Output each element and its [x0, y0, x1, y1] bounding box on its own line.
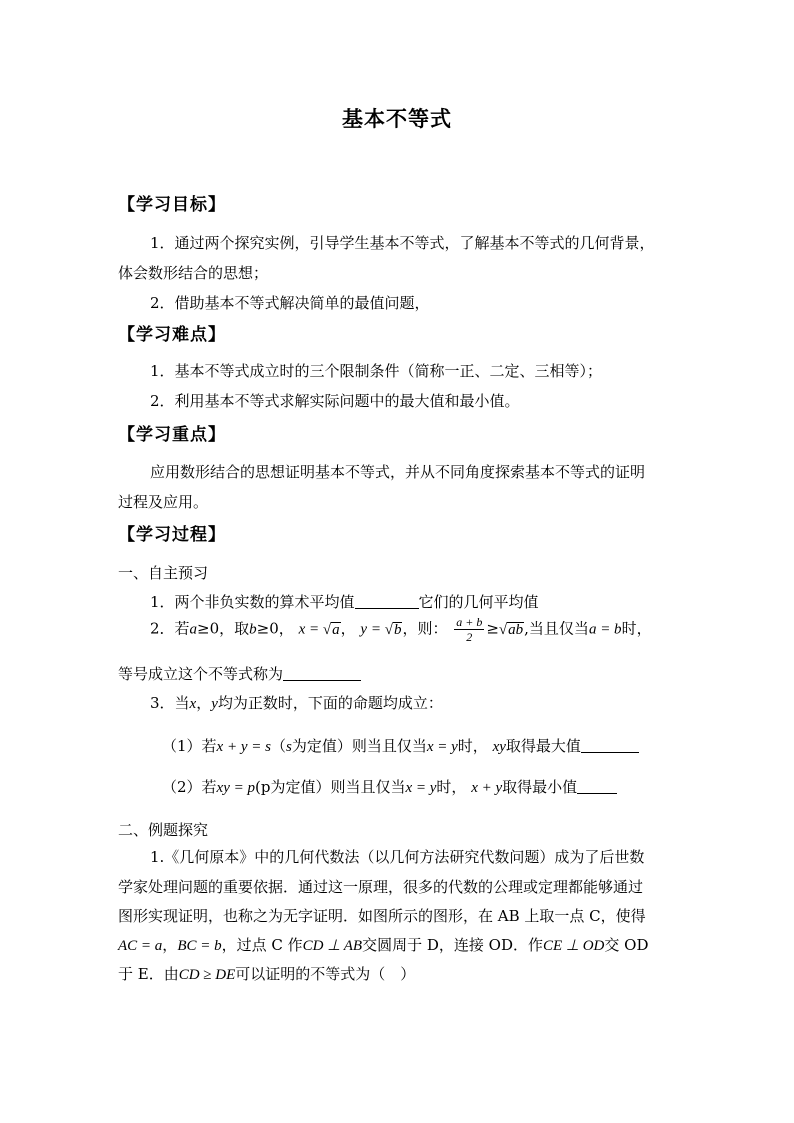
- section-difficulties-heading: 【学习难点】: [118, 325, 226, 345]
- example-1-line-1: 1.《几何原本》中的几何代数法（以几何方法研究代数问题）成为了后世数: [150, 848, 645, 866]
- q2-when: 时，: [621, 619, 652, 638]
- focus-line-1: 应用数形结合的思想证明基本不等式，并从不同角度探索基本不等式的证明: [150, 463, 646, 481]
- s2-text-b: (p为定值）则当且仅当: [254, 778, 406, 796]
- q2-var-y: y: [360, 621, 368, 638]
- ex1-text-d: ，过点 C 作: [221, 936, 303, 954]
- sqrt-ab: √ab: [498, 621, 524, 638]
- page-title: 基本不等式: [342, 106, 452, 131]
- s2-sum: x + y: [471, 780, 503, 796]
- q3-var-x: x: [189, 696, 197, 712]
- q2-ge: ≥: [486, 619, 499, 638]
- section-process-heading: 【学习过程】: [118, 525, 226, 545]
- s1-text-e: 取得最大值: [505, 737, 581, 755]
- ex1-ac: AC = a: [118, 938, 163, 954]
- question-3: [150, 692, 443, 713]
- q2-var-x: x: [298, 621, 306, 638]
- s2-blank[interactable]: [577, 779, 617, 794]
- q2-var-b: b: [249, 621, 257, 638]
- s1-text-a: （1）若: [162, 737, 217, 755]
- s1-blank[interactable]: [581, 738, 639, 753]
- goal-item-2: 2．借助基本不等式解决简单的最值问题，: [150, 294, 430, 312]
- part1-heading: 一、自主预习: [118, 564, 209, 582]
- sqrt-b-radicand: b: [393, 621, 402, 638]
- q2-line2-text: 等号成立这个不等式称为: [118, 665, 284, 683]
- sqrt-ab-radicand: ab: [508, 621, 524, 638]
- s2-x-eq-y: x = y: [405, 780, 437, 796]
- s1-xy: xy: [492, 739, 506, 755]
- sqrt-b: √b: [384, 621, 402, 638]
- q3-text-a: 3．当: [150, 694, 190, 712]
- fraction-denominator: 2: [466, 630, 473, 644]
- q2-text-ge0b: ≥0，: [256, 619, 294, 638]
- difficulty-item-1: 1．基本不等式成立时的三个限制条件（简称一正、二定、三相等）；: [150, 362, 603, 380]
- ex1-text-l5a: 于 E．由: [118, 965, 179, 983]
- difficulty-item-2: 2．利用基本不等式求解实际问题中的最大值和最小值。: [150, 392, 520, 410]
- q1-text-a: 1．两个非负实数的算术平均值: [150, 593, 355, 611]
- ex1-cd-perp-ab: CD ⊥ AB: [302, 938, 363, 954]
- sqrt-a: √a: [322, 621, 340, 638]
- section-goals-heading: 【学习目标】: [118, 195, 226, 215]
- example-1-line-3: 图形实现证明，也称之为无字证明．如图所示的图形，在 AB 上取一点 C，使得: [118, 907, 646, 925]
- q2-blank[interactable]: [283, 666, 361, 681]
- example-1-line-2: 学家处理问题的重要依据．通过这一原理，很多的代数的公理或定理都能够通过: [118, 878, 644, 896]
- s2-expr: xy = p: [216, 780, 255, 796]
- section-focus-heading: 【学习重点】: [118, 425, 226, 445]
- q2-tail: ,当且仅当: [524, 619, 589, 638]
- sqrt-a-radicand: a: [332, 621, 340, 638]
- q2-then: ，则：: [402, 619, 448, 638]
- fraction-numerator: a + b: [456, 615, 483, 629]
- example-1-line-4: [118, 934, 648, 955]
- part2-heading: 二、例题探究: [118, 821, 209, 839]
- q2-a-eq-b: a = b: [588, 621, 622, 638]
- ex1-ce-perp-od: CE ⊥ OD: [542, 938, 605, 954]
- ex1-text-h: 交 OD: [604, 936, 649, 954]
- fraction-mean: [454, 615, 484, 644]
- q2-comma: ，: [340, 619, 356, 638]
- s1-text-c: 为定值）则当且仅当: [291, 737, 427, 755]
- sub-question-1: [162, 735, 639, 756]
- focus-line-2: 过程及应用。: [118, 493, 209, 511]
- q1-text-b: 它们的几何平均值: [418, 593, 539, 611]
- q3-var-y: y: [211, 696, 218, 712]
- goal-item-1-cont: 体会数形结合的思想；: [118, 264, 269, 282]
- question-1: [150, 591, 539, 612]
- goal-item-1: 1．通过两个探究实例，引导学生基本不等式，了解基本不等式的几何背景，: [150, 234, 655, 252]
- q2-var-a: a: [189, 621, 198, 638]
- q2-eq2: =: [367, 621, 385, 638]
- sub-question-2: [162, 776, 617, 797]
- s2-text-d: 取得最小值: [502, 778, 578, 796]
- s1-var-s: s: [285, 739, 292, 755]
- question-2-cont: [118, 663, 361, 684]
- s2-text-c: 时，: [436, 778, 467, 796]
- q1-blank[interactable]: [355, 594, 419, 609]
- ex1-cd-ge-de: CD ≥ DE: [178, 967, 236, 983]
- ex1-text-f: 交圆周于 D，连接 OD．作: [362, 936, 543, 954]
- ex1-bc: BC = b: [177, 938, 222, 954]
- ex1-comma: ，: [162, 936, 178, 954]
- s1-expr: x + y = s: [216, 739, 271, 755]
- q3-comma: ，: [196, 694, 212, 712]
- q2-eq1: =: [305, 621, 323, 638]
- s1-text-b: （: [270, 737, 286, 755]
- ex1-text-l5c: 可以证明的不等式为（ ）: [235, 965, 416, 983]
- example-1-line-5: [118, 963, 415, 984]
- q2-text-ge0: ≥0，取: [197, 619, 250, 638]
- question-2: [150, 615, 652, 644]
- s1-x-eq-y: x = y: [426, 739, 458, 755]
- s2-text-a: （2）若: [162, 778, 217, 796]
- s1-text-d: 时，: [457, 737, 488, 755]
- q2-text-if: 2．若: [150, 619, 190, 638]
- q3-text-b: 均为正数时，下面的命题均成立：: [217, 694, 443, 712]
